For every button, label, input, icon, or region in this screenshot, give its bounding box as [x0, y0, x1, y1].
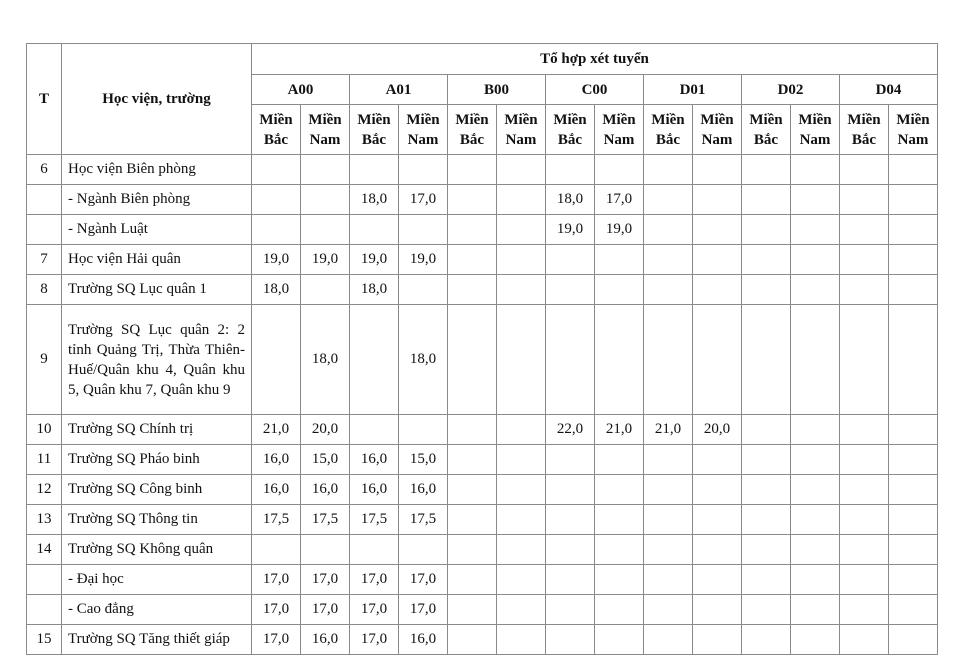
score-cell: 17,0	[301, 565, 350, 595]
score-cell	[399, 275, 448, 305]
score-cell	[693, 475, 742, 505]
score-cell	[497, 185, 546, 215]
table-row	[27, 445, 938, 475]
score-cell	[889, 305, 938, 415]
score-cell	[595, 625, 644, 655]
score-cell: 17,0	[399, 565, 448, 595]
score-cell	[791, 215, 840, 245]
score-cell	[644, 445, 693, 475]
score-cell: 17,5	[252, 505, 301, 535]
score-cell	[693, 305, 742, 415]
score-cell	[791, 445, 840, 475]
score-cell	[301, 215, 350, 245]
region-north-header	[448, 105, 497, 155]
score-cell	[693, 245, 742, 275]
region-south-header	[301, 105, 350, 155]
score-cell	[889, 275, 938, 305]
score-cell	[840, 275, 889, 305]
region-label-top: Miền	[357, 111, 391, 128]
score-cell	[742, 245, 791, 275]
score-cell	[448, 245, 497, 275]
score-cell	[840, 305, 889, 415]
region-label-bottom: Nam	[407, 131, 439, 148]
score-cell	[448, 475, 497, 505]
score-cell: 17,0	[595, 185, 644, 215]
score-cell	[350, 415, 399, 445]
region-south-header	[791, 105, 840, 155]
score-cell	[742, 475, 791, 505]
table-row	[27, 625, 938, 655]
score-cell	[693, 185, 742, 215]
score-cell	[889, 155, 938, 185]
region-label-bottom: Bắc	[851, 131, 877, 148]
score-cell: 21,0	[644, 415, 693, 445]
score-cell	[840, 415, 889, 445]
score-cell	[644, 185, 693, 215]
region-label-top: Miền	[602, 111, 636, 128]
score-cell	[840, 445, 889, 475]
region-label-top: Miền	[700, 111, 734, 128]
region-label-bottom: Nam	[505, 131, 537, 148]
score-cell: 19,0	[301, 245, 350, 275]
combo-group-d02: D02	[742, 75, 840, 105]
score-cell	[546, 275, 595, 305]
score-cell	[644, 535, 693, 565]
row-number: 7	[27, 245, 62, 275]
score-cell	[840, 595, 889, 625]
score-cell	[742, 415, 791, 445]
school-name: Trường SQ Không quân	[62, 535, 252, 565]
school-name: - Ngành Biên phòng	[62, 185, 252, 215]
region-label-bottom: Nam	[701, 131, 733, 148]
score-cell	[350, 305, 399, 415]
score-cell	[497, 565, 546, 595]
score-cell	[791, 625, 840, 655]
score-cell	[791, 475, 840, 505]
score-cell	[350, 215, 399, 245]
region-label-top: Miền	[504, 111, 538, 128]
score-cell	[644, 565, 693, 595]
score-cell	[693, 445, 742, 475]
row-number: 12	[27, 475, 62, 505]
score-cell: 16,0	[301, 475, 350, 505]
score-cell: 17,0	[350, 565, 399, 595]
score-cell	[840, 505, 889, 535]
score-cell	[644, 305, 693, 415]
score-cell	[889, 565, 938, 595]
score-cell	[791, 185, 840, 215]
region-label-top: Miền	[651, 111, 685, 128]
score-cell: 16,0	[399, 475, 448, 505]
school-name: Trường SQ Lục quân 2: 2 tỉnh Quảng Trị, Thừa Thiên-Huế/Quân khu 4, Quân khu 5, Quân khu 7, Quân khu 9	[62, 305, 252, 415]
score-cell	[840, 155, 889, 185]
score-cell	[791, 535, 840, 565]
score-cell	[448, 505, 497, 535]
combo-group-b00: B00	[448, 75, 546, 105]
region-label-top: Miền	[847, 111, 881, 128]
score-cell	[595, 155, 644, 185]
score-cell	[644, 505, 693, 535]
table-row	[27, 185, 938, 215]
row-number: 9	[27, 305, 62, 415]
combo-group-a00: A00	[252, 75, 350, 105]
region-label-top: Miền	[553, 111, 587, 128]
score-cell	[791, 245, 840, 275]
region-label-top: Miền	[455, 111, 489, 128]
score-cell	[742, 155, 791, 185]
score-cell	[840, 625, 889, 655]
table-row	[27, 535, 938, 565]
score-cell	[840, 565, 889, 595]
score-cell	[644, 215, 693, 245]
score-cell	[546, 245, 595, 275]
score-cell: 16,0	[252, 475, 301, 505]
table-row	[27, 595, 938, 625]
score-cell: 17,0	[252, 595, 301, 625]
score-cell	[595, 535, 644, 565]
region-label-bottom: Bắc	[459, 131, 485, 148]
region-label-bottom: Bắc	[655, 131, 681, 148]
combo-group-d04: D04	[840, 75, 938, 105]
score-cell	[497, 415, 546, 445]
region-label-bottom: Nam	[799, 131, 831, 148]
combo-header: Tổ hợp xét tuyển	[252, 44, 938, 75]
region-south-header	[693, 105, 742, 155]
score-cell	[693, 535, 742, 565]
score-cell	[693, 565, 742, 595]
score-cell	[595, 475, 644, 505]
score-cell: 22,0	[546, 415, 595, 445]
score-cell	[448, 185, 497, 215]
score-cell	[448, 535, 497, 565]
score-cell: 18,0	[546, 185, 595, 215]
score-cell	[448, 305, 497, 415]
school-name: Trường SQ Thông tin	[62, 505, 252, 535]
score-cell: 19,0	[350, 245, 399, 275]
score-cell	[546, 305, 595, 415]
score-cell	[889, 185, 938, 215]
region-north-header	[644, 105, 693, 155]
score-cell	[497, 445, 546, 475]
score-cell	[546, 505, 595, 535]
region-label-top: Miền	[896, 111, 930, 128]
score-cell	[546, 475, 595, 505]
region-label-bottom: Bắc	[263, 131, 289, 148]
score-cell	[399, 215, 448, 245]
score-cell	[742, 215, 791, 245]
school-name: Trường SQ Công binh	[62, 475, 252, 505]
score-cell	[399, 415, 448, 445]
score-cell	[448, 275, 497, 305]
score-cell	[497, 505, 546, 535]
score-cell	[448, 155, 497, 185]
score-cell: 16,0	[350, 475, 399, 505]
score-cell	[350, 535, 399, 565]
score-cell	[497, 275, 546, 305]
school-name: - Cao đẳng	[62, 595, 252, 625]
table-body	[27, 155, 938, 655]
score-cell	[644, 475, 693, 505]
region-north-header	[840, 105, 889, 155]
score-cell	[644, 275, 693, 305]
score-cell	[546, 625, 595, 655]
score-cell	[889, 595, 938, 625]
score-cell	[791, 595, 840, 625]
region-north-header	[252, 105, 301, 155]
score-cell: 17,5	[399, 505, 448, 535]
score-cell: 15,0	[301, 445, 350, 475]
score-cell: 20,0	[693, 415, 742, 445]
row-number: 11	[27, 445, 62, 475]
score-cell	[840, 475, 889, 505]
score-cell: 17,0	[399, 595, 448, 625]
row-number: 15	[27, 625, 62, 655]
region-label-top: Miền	[308, 111, 342, 128]
score-cell	[889, 625, 938, 655]
score-cell: 20,0	[301, 415, 350, 445]
score-cell	[889, 535, 938, 565]
score-cell	[791, 155, 840, 185]
score-cell: 17,0	[350, 625, 399, 655]
region-label-bottom: Nam	[309, 131, 341, 148]
row-number: 10	[27, 415, 62, 445]
table-row	[27, 565, 938, 595]
table-row	[27, 215, 938, 245]
score-cell	[693, 625, 742, 655]
stt-header: T	[27, 44, 62, 155]
score-cell: 16,0	[301, 625, 350, 655]
score-cell	[889, 215, 938, 245]
score-cell	[791, 505, 840, 535]
school-name: Trường SQ Tăng thiết giáp	[62, 625, 252, 655]
score-cell	[889, 245, 938, 275]
score-cell: 21,0	[252, 415, 301, 445]
score-cell	[644, 595, 693, 625]
score-cell	[889, 475, 938, 505]
score-cell	[791, 565, 840, 595]
score-cell	[840, 535, 889, 565]
score-cell	[889, 415, 938, 445]
region-label-top: Miền	[798, 111, 832, 128]
score-cell	[693, 275, 742, 305]
score-cell: 18,0	[350, 185, 399, 215]
score-cell	[497, 245, 546, 275]
school-name: Học viện Hải quân	[62, 245, 252, 275]
region-north-header	[350, 105, 399, 155]
score-cell	[546, 155, 595, 185]
row-number	[27, 215, 62, 245]
score-cell: 16,0	[252, 445, 301, 475]
score-cell	[742, 625, 791, 655]
region-label-bottom: Bắc	[753, 131, 779, 148]
score-cell	[595, 305, 644, 415]
score-cell: 18,0	[350, 275, 399, 305]
score-cell	[840, 245, 889, 275]
table-row	[27, 415, 938, 445]
score-cell	[448, 565, 497, 595]
school-name: Trường SQ Pháo binh	[62, 445, 252, 475]
score-cell	[742, 505, 791, 535]
score-cell	[791, 275, 840, 305]
score-cell	[546, 535, 595, 565]
region-north-header	[546, 105, 595, 155]
score-cell	[595, 505, 644, 535]
row-number	[27, 595, 62, 625]
score-cell: 17,0	[399, 185, 448, 215]
score-cell	[399, 535, 448, 565]
score-cell	[546, 565, 595, 595]
row-number	[27, 565, 62, 595]
score-cell	[252, 215, 301, 245]
score-cell	[448, 625, 497, 655]
score-cell	[791, 415, 840, 445]
score-cell	[301, 275, 350, 305]
region-south-header	[399, 105, 448, 155]
score-cell	[693, 595, 742, 625]
score-cell	[252, 535, 301, 565]
score-cell	[497, 625, 546, 655]
score-cell	[399, 155, 448, 185]
school-name: Trường SQ Lục quân 1	[62, 275, 252, 305]
combo-group-c00: C00	[546, 75, 644, 105]
score-cell	[889, 505, 938, 535]
table-row	[27, 275, 938, 305]
score-cell	[448, 445, 497, 475]
score-cell	[742, 185, 791, 215]
table-row	[27, 155, 938, 185]
score-cell: 17,0	[252, 565, 301, 595]
row-number: 6	[27, 155, 62, 185]
score-cell	[252, 155, 301, 185]
score-cell	[644, 245, 693, 275]
score-cell	[546, 595, 595, 625]
score-cell: 18,0	[399, 305, 448, 415]
region-label-bottom: Nam	[603, 131, 635, 148]
score-cell: 21,0	[595, 415, 644, 445]
score-cell	[693, 505, 742, 535]
score-cell	[889, 445, 938, 475]
region-label-top: Miền	[749, 111, 783, 128]
school-name: Học viện Biên phòng	[62, 155, 252, 185]
score-cell	[546, 445, 595, 475]
score-cell: 17,5	[350, 505, 399, 535]
table-row	[27, 305, 938, 415]
score-cell: 17,0	[252, 625, 301, 655]
score-cell	[644, 155, 693, 185]
row-number: 13	[27, 505, 62, 535]
score-cell	[497, 595, 546, 625]
score-cell: 18,0	[301, 305, 350, 415]
score-cell	[693, 215, 742, 245]
region-south-header	[889, 105, 938, 155]
school-name: - Ngành Luật	[62, 215, 252, 245]
score-cell	[595, 595, 644, 625]
score-cell	[497, 215, 546, 245]
region-label-bottom: Bắc	[361, 131, 387, 148]
score-cell	[840, 185, 889, 215]
region-label-top: Miền	[259, 111, 293, 128]
score-cell	[595, 245, 644, 275]
score-cell	[742, 535, 791, 565]
score-cell	[742, 275, 791, 305]
score-cell	[301, 155, 350, 185]
score-cell	[742, 305, 791, 415]
table-row	[27, 505, 938, 535]
score-cell	[595, 445, 644, 475]
score-cell: 19,0	[399, 245, 448, 275]
score-cell	[448, 595, 497, 625]
score-cell: 18,0	[252, 275, 301, 305]
score-cell: 16,0	[399, 625, 448, 655]
score-cell	[497, 305, 546, 415]
score-cell: 15,0	[399, 445, 448, 475]
score-cell	[350, 155, 399, 185]
score-cell	[252, 185, 301, 215]
score-cell	[301, 185, 350, 215]
score-cell	[595, 565, 644, 595]
region-north-header	[742, 105, 791, 155]
region-south-header	[497, 105, 546, 155]
admission-score-table	[26, 43, 938, 655]
combo-group-d01: D01	[644, 75, 742, 105]
score-cell	[448, 415, 497, 445]
score-cell	[742, 565, 791, 595]
school-name: - Đại học	[62, 565, 252, 595]
score-cell: 17,5	[301, 505, 350, 535]
school-header: Học viện, trường	[62, 44, 252, 155]
score-cell	[742, 445, 791, 475]
score-cell: 16,0	[350, 445, 399, 475]
score-cell	[497, 535, 546, 565]
table-row	[27, 475, 938, 505]
score-cell: 19,0	[252, 245, 301, 275]
region-label-bottom: Bắc	[557, 131, 583, 148]
score-cell	[252, 305, 301, 415]
score-cell	[301, 535, 350, 565]
score-cell	[742, 595, 791, 625]
score-cell	[840, 215, 889, 245]
score-cell	[497, 155, 546, 185]
score-cell: 19,0	[595, 215, 644, 245]
score-cell: 19,0	[546, 215, 595, 245]
row-number: 14	[27, 535, 62, 565]
score-cell	[644, 625, 693, 655]
school-name: Trường SQ Chính trị	[62, 415, 252, 445]
region-label-top: Miền	[406, 111, 440, 128]
table-header	[27, 44, 938, 155]
score-cell	[791, 305, 840, 415]
table-row	[27, 245, 938, 275]
combo-group-a01: A01	[350, 75, 448, 105]
score-cell	[448, 215, 497, 245]
region-south-header	[595, 105, 644, 155]
score-cell	[497, 475, 546, 505]
region-label-bottom: Nam	[897, 131, 929, 148]
score-cell: 17,0	[350, 595, 399, 625]
row-number	[27, 185, 62, 215]
score-cell: 17,0	[301, 595, 350, 625]
score-cell	[693, 155, 742, 185]
row-number: 8	[27, 275, 62, 305]
score-cell	[595, 275, 644, 305]
